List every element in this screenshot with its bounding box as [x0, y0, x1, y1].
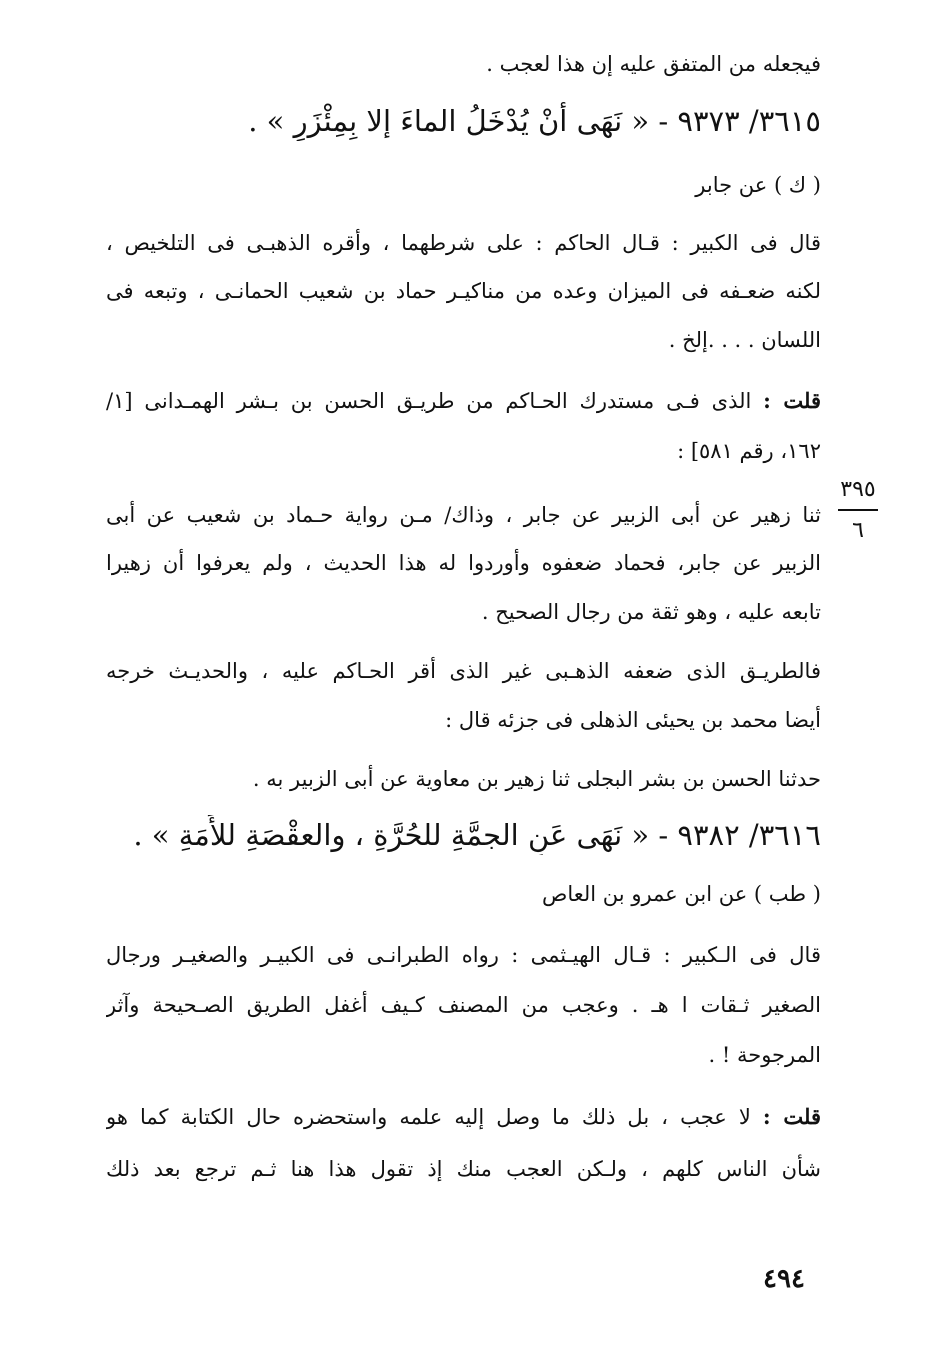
line-text: ١٦٢، رقم ٥٨١] :	[677, 439, 821, 463]
hadith-heading-3616	[106, 815, 821, 855]
line-text: الذى فـى مستدرك الحـاكم من طريـق الحسن بن بـشر الهمـدانى [١/	[106, 389, 752, 413]
page-number: ٤٩٤	[763, 1264, 805, 1294]
text-line	[106, 1102, 821, 1132]
line-text: اللسان . . . .إلخ .	[668, 328, 821, 352]
text-line	[106, 764, 821, 794]
text-line	[106, 940, 821, 970]
text-line	[106, 990, 821, 1020]
hadith-text: ٣٦١٥/ ٩٣٧٣ - « نَهَى أنْ يُدْخَلُ الماءَ إلا بِمِئْزَرٍ » .	[248, 104, 821, 138]
text-line	[106, 436, 821, 466]
text-line	[106, 49, 821, 79]
text-line	[106, 276, 821, 306]
text-line	[106, 386, 821, 416]
text-line	[106, 1040, 821, 1070]
line-text: فيجعله من المتفق عليه إن هذا لعجب .	[486, 52, 821, 76]
line-text: لكنه ضعـفه فى الميزان وعده من مناكيـر حماد بن شعيب الحمانـى ، وتبعه فى	[106, 279, 821, 303]
source-text: ( ك ) عن جابر	[695, 173, 821, 197]
hadith-heading-3615	[106, 101, 821, 141]
margin-rule	[838, 509, 878, 511]
line-text: شأن الناس كلهم ، ولـكن العجب منك إذ تقول هذا هنا ثـم ترجع بعد ذلك	[106, 1157, 821, 1181]
text-line	[106, 228, 821, 258]
hadith-source	[106, 879, 821, 909]
hadith-text: ٣٦١٦/ ٩٣٨٢ - « نَهَى عَنِ الجمَّةِ للحُرَّةِ ، والعقْصَةِ للأَمَةِ » .	[133, 818, 821, 852]
line-text: حدثنا الحسن بن بشر البجلى ثنا زهير بن معاوية عن أبى الزبير به .	[252, 767, 821, 791]
hadith-source	[106, 170, 821, 200]
source-text: ( طب ) عن ابن عمرو بن العاص	[541, 882, 821, 906]
text-line	[106, 500, 821, 530]
line-text: أيضا محمد بن يحيئى الذهلى فى جزئه قال :	[445, 708, 821, 732]
line-text: المرجوحة ! .	[708, 1043, 821, 1067]
line-text: قال فى الكبير : قـال الحاكم : على شرطهما ، وأقره الذهبـى فى التلخيص ،	[106, 231, 821, 255]
text-line	[106, 325, 821, 355]
line-text: قال فى الـكبير : قـال الهيـثمى : رواه الطبرانـى فى الكبيـر والصغيـر ورجال	[106, 943, 821, 967]
qultu-keyword: قلت :	[762, 1104, 821, 1129]
line-text: تابعه عليه ، وهو ثقة من رجال الصحيح .	[481, 600, 821, 624]
line-text: ثنا زهير عن أبى الزبير عن جابر ، وذاك/ مـن رواية حـماد بن شعيب عن أبى	[106, 503, 821, 527]
qultu-keyword: قلت :	[763, 388, 821, 413]
text-line	[106, 656, 821, 686]
margin-page-ref-volume: ٣٩٥	[840, 477, 876, 502]
text-line	[106, 548, 821, 578]
line-text: الزبير عن جابر، فحماد ضعفوه وأوردوا له هذا الحديث ، ولم يعرفوا أن زهيرا	[106, 551, 821, 575]
text-line	[106, 597, 821, 627]
line-text: لا عجب ، بل ذلك ما وصل إليه علمه واستحضره حال الكتابة كما هو	[106, 1105, 751, 1129]
text-line	[106, 705, 821, 735]
text-line	[106, 1154, 821, 1184]
line-text: فالطريـق الذى ضعفه الذهـبى غير الذى أقر الحـاكم عليه ، والحديـث خرجه	[106, 659, 821, 683]
margin-page-ref-part: ٦	[852, 518, 864, 543]
line-text: الصغير ثـقات ا هـ . وعجب من المصنف كـيف أغفل الطريق الصـحيحة وآثر	[106, 993, 821, 1017]
